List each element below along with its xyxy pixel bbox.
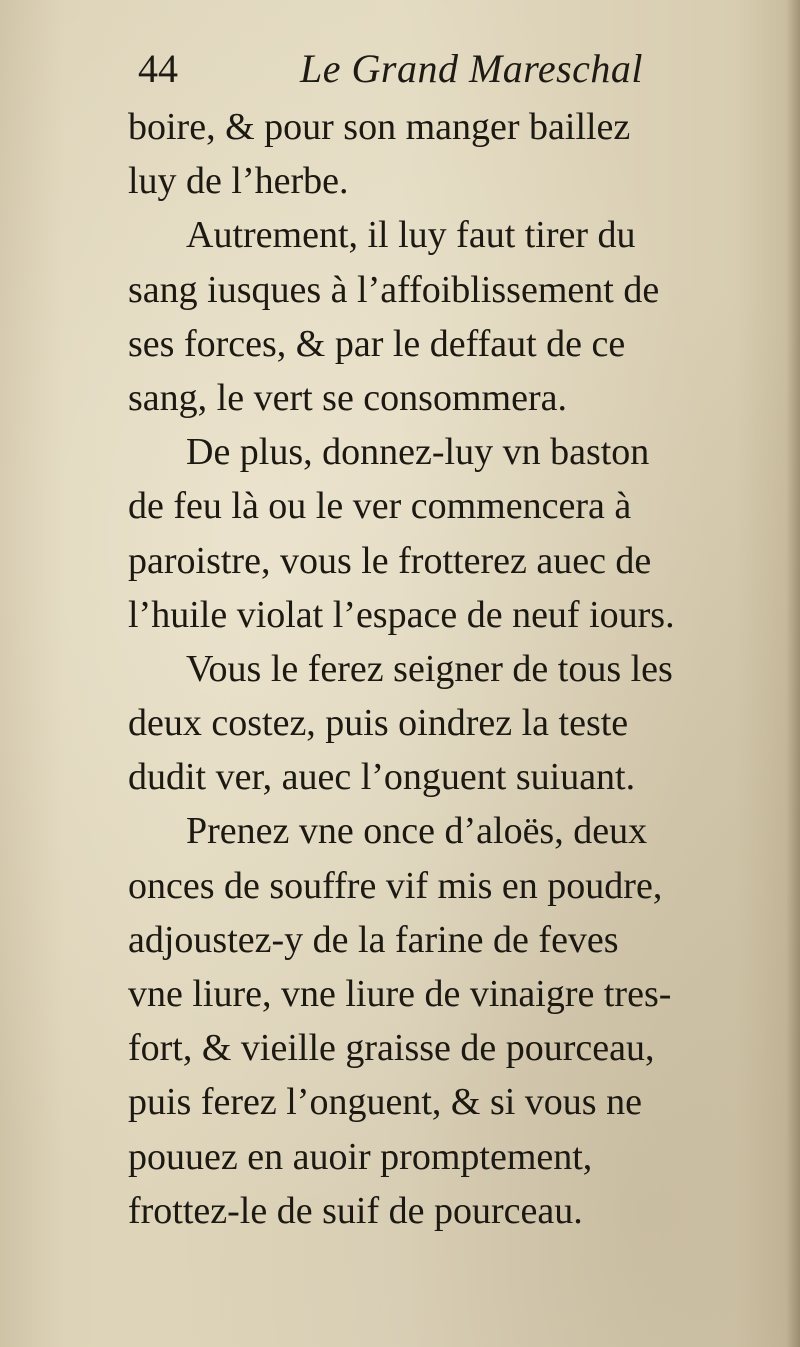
text-line: vne liure, vne liure de vinaigre tres- <box>128 973 672 1015</box>
text-line: l’huile violat l’espace de neuf iours. <box>128 593 675 636</box>
text-line: adjoustez-y de la farine de feves <box>128 918 619 961</box>
page-edge-shadow <box>786 0 800 1347</box>
text-line: sang iusques à l’affoiblissement de <box>128 268 660 311</box>
text-line: onces de souffre vif mis en poudre, <box>128 864 663 907</box>
text-line: ses forces, & par le deffaut de ce <box>128 322 626 365</box>
text-line: paroistre, vous le frotterez auec de <box>128 539 652 582</box>
text-line: luy de l’herbe. <box>128 160 349 203</box>
body-text <box>128 100 788 1238</box>
text-line: Autrement, il luy faut tirer du <box>186 214 636 257</box>
running-title: Le Grand Mareschal <box>300 46 644 91</box>
text-line: Vous le ferez seigner de tous les <box>186 647 673 690</box>
text-line: dudit ver, auec l’onguent suiuant. <box>128 756 636 799</box>
text-line: sang, le vert se consommera. <box>128 376 567 419</box>
page-header <box>138 44 778 94</box>
text-line: frottez-le de suif de pourceau. <box>128 1189 583 1232</box>
text-line: deux costez, puis oindrez la teste <box>128 702 629 745</box>
text-line: fort, & vieille graisse de pourceau, <box>128 1027 655 1070</box>
text-line: de feu là ou le ver commencera à <box>128 485 632 528</box>
text-line: boire, & pour son manger baillez <box>128 106 631 148</box>
page-number: 44 <box>138 46 178 91</box>
text-line: Prenez vne once d’aloës, deux <box>186 810 648 853</box>
text-line: pouuez en auoir promptement, <box>128 1135 593 1178</box>
text-line: De plus, donnez-luy vn baston <box>186 431 650 474</box>
text-line: puis ferez l’onguent, & si vous ne <box>128 1081 642 1124</box>
